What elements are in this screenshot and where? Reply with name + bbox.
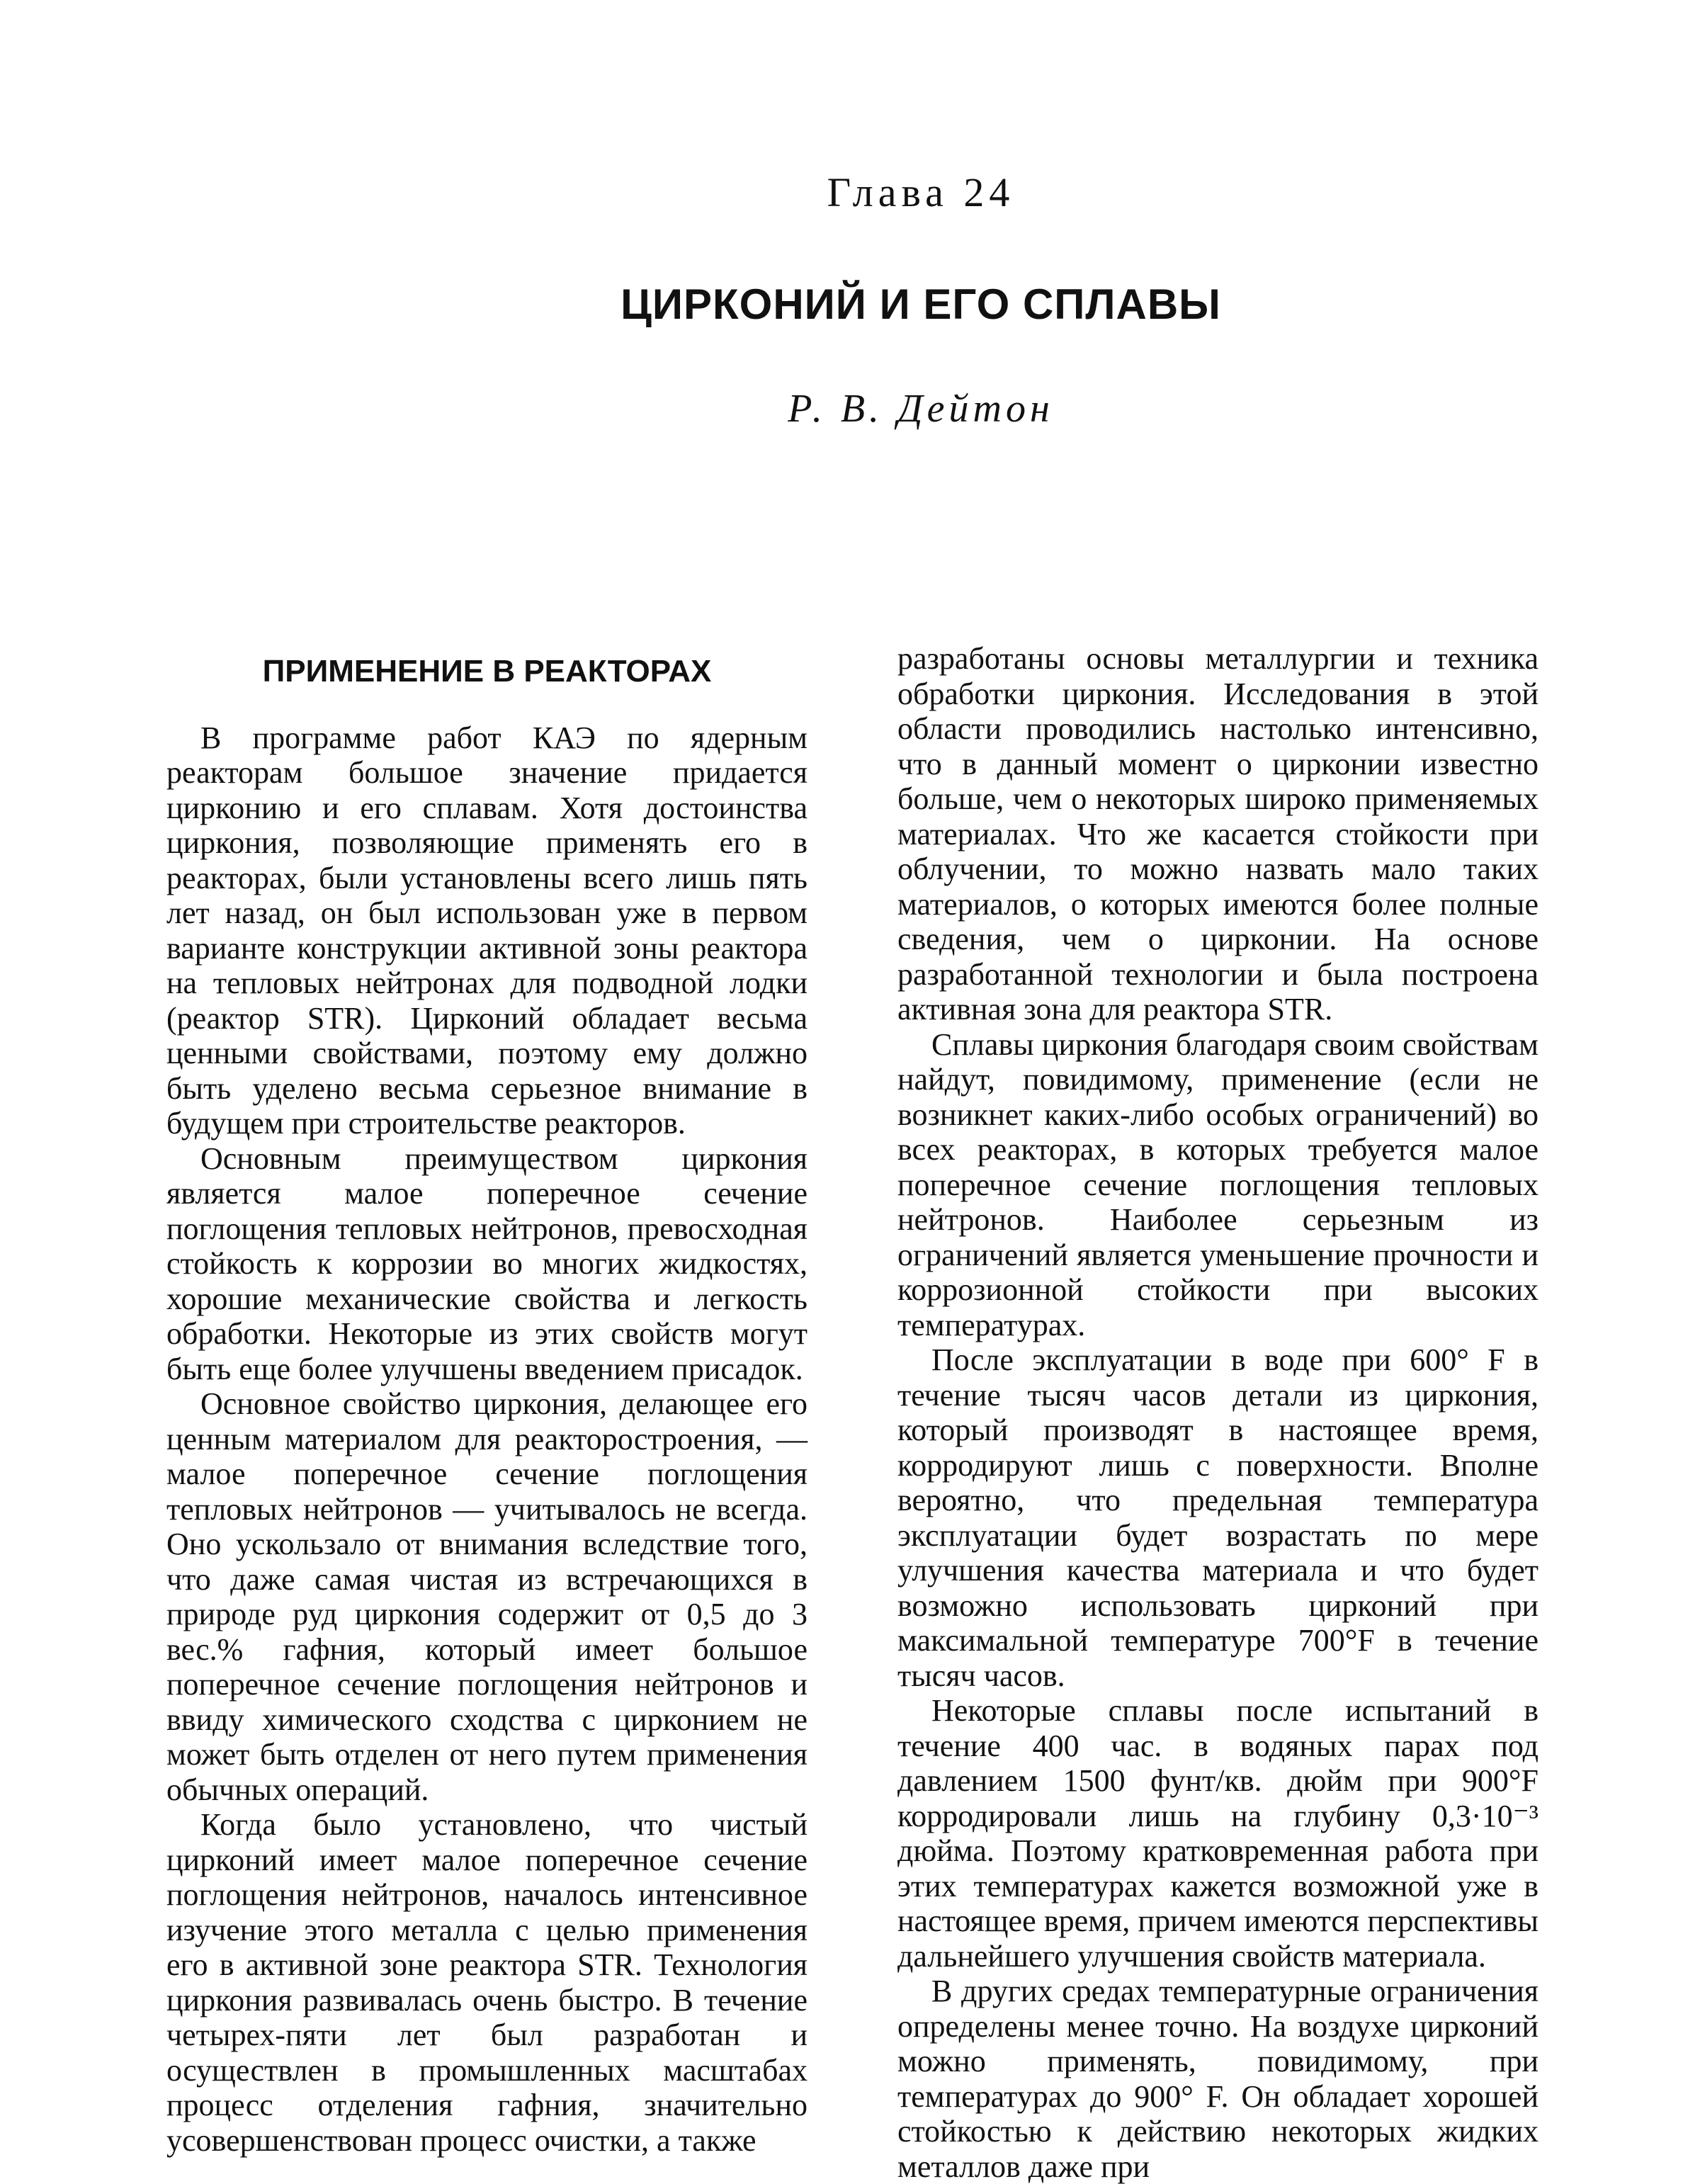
section-heading: ПРИМЕНЕНИЕ В РЕАКТОРАХ: [262, 654, 712, 689]
paragraph: Некоторые сплавы после испытаний в течение 400 час. в водяных парах под давлением 1500 фунт/кв. дюйм при 900°F корродировали лишь на глубину 0,3·10⁻³ дюйма. Поэтому кратковременная работа при этих температурах кажется возможной уже в настоящее время, причем имеются перспективы дальнейшего улучшения свойств материала.: [897, 1693, 1538, 1974]
paragraph: Основным преимуществом циркония является малое поперечное сечение поглощения тепловых нейтронов, превосходная стойкость к коррозии во многих жидкостях, хорошие механические свойства и легкость обработки. Некоторые из этих свойств могут быть еще более улучшены введением присадок.: [166, 1141, 808, 1386]
right-column: [897, 641, 1538, 2184]
paragraph: В других средах температурные ограничения определены менее точно. На воздухе цирконий можно применять, повидимому, при температурах до 900° F. Он обладает хорошей стойкостью к действию некоторых жидких металлов даже при: [897, 1974, 1538, 2184]
chapter-label: Глава 24: [827, 169, 1015, 215]
paragraph: Когда было установлено, что чистый цирконий имеет малое поперечное сечение поглощения нейтронов, началось интенсивное изучение этого металла с целью применения его в активной зоне реактора STR. Технология циркония развивалась очень быстро. В течение четырех-пяти лет был разработан и осуществлен в промышленных масштабах процесс отделения гафния, значительно усовершенствован процесс очистки, а также: [166, 1807, 808, 2158]
paragraph: Основное свойство циркония, делающее его ценным материалом для реакторостроения, — малое поперечное сечение поглощения тепловых нейтронов — учитывалось не всегда. Оно ускользало от внимания вследствие того, что даже самая чистая из встречающихся в природе руд циркония содержит от 0,5 до 3 вес.% гафния, который имеет большое поперечное сечение поглощения нейтронов и ввиду химического сходства с цирконием не может быть отделен от него путем применения обычных операций.: [166, 1386, 808, 1807]
chapter-author: Р. В. Дейтон: [788, 387, 1054, 431]
left-column: [166, 641, 808, 2158]
chapter-title: ЦИРКОНИЙ И ЕГО СПЛАВЫ: [620, 281, 1221, 328]
paragraph: В программе работ КАЭ по ядерным реакторам большое значение придается цирконию и его сплавам. Хотя достоинства циркония, позволяющие применять его в реакторах, были установлены всего лишь пять лет назад, он был использован уже в первом варианте конструкции активной зоны реактора на тепловых нейтронах для подводной лодки (реактор STR). Цирконий обладает весьма ценными свойствами, поэтому ему должно быть уделено весьма серьезное внимание в будущем при строительстве реакторов.: [166, 720, 808, 1141]
paragraph: Сплавы циркония благодаря своим свойствам найдут, повидимому, применение (если не возникнет каких-либо особых ограничений) во всех реакторах, в которых требуется малое поперечное сечение поглощения тепловых нейтронов. Наиболее серьезным из ограничений является уменьшение прочности и коррозионной стойкости при высоких температурах.: [897, 1026, 1538, 1342]
paragraph: После эксплуатации в воде при 600° F в течение тысяч часов детали из циркония, который производят в настоящее время, корродируют лишь с поверхности. Вполне вероятно, что предельная температура эксплуатации будет возрастать по мере улучшения качества материала и что будет возможно использовать цирконий при максимальной температуре 700°F в течение тысяч часов.: [897, 1342, 1538, 1693]
paragraph-continued: разработаны основы металлургии и техника обработки циркония. Исследования в этой области проводились настолько интенсивно, что в данный момент о цирконии известно больше, чем о некоторых широко применяемых материалах. Что же касается стойкости при облучении, то можно назвать мало таких материалов, о которых имеются более полные сведения, чем о цирконии. На основе разработанной технологии и была построена активная зона для реактора STR.: [897, 641, 1538, 1026]
